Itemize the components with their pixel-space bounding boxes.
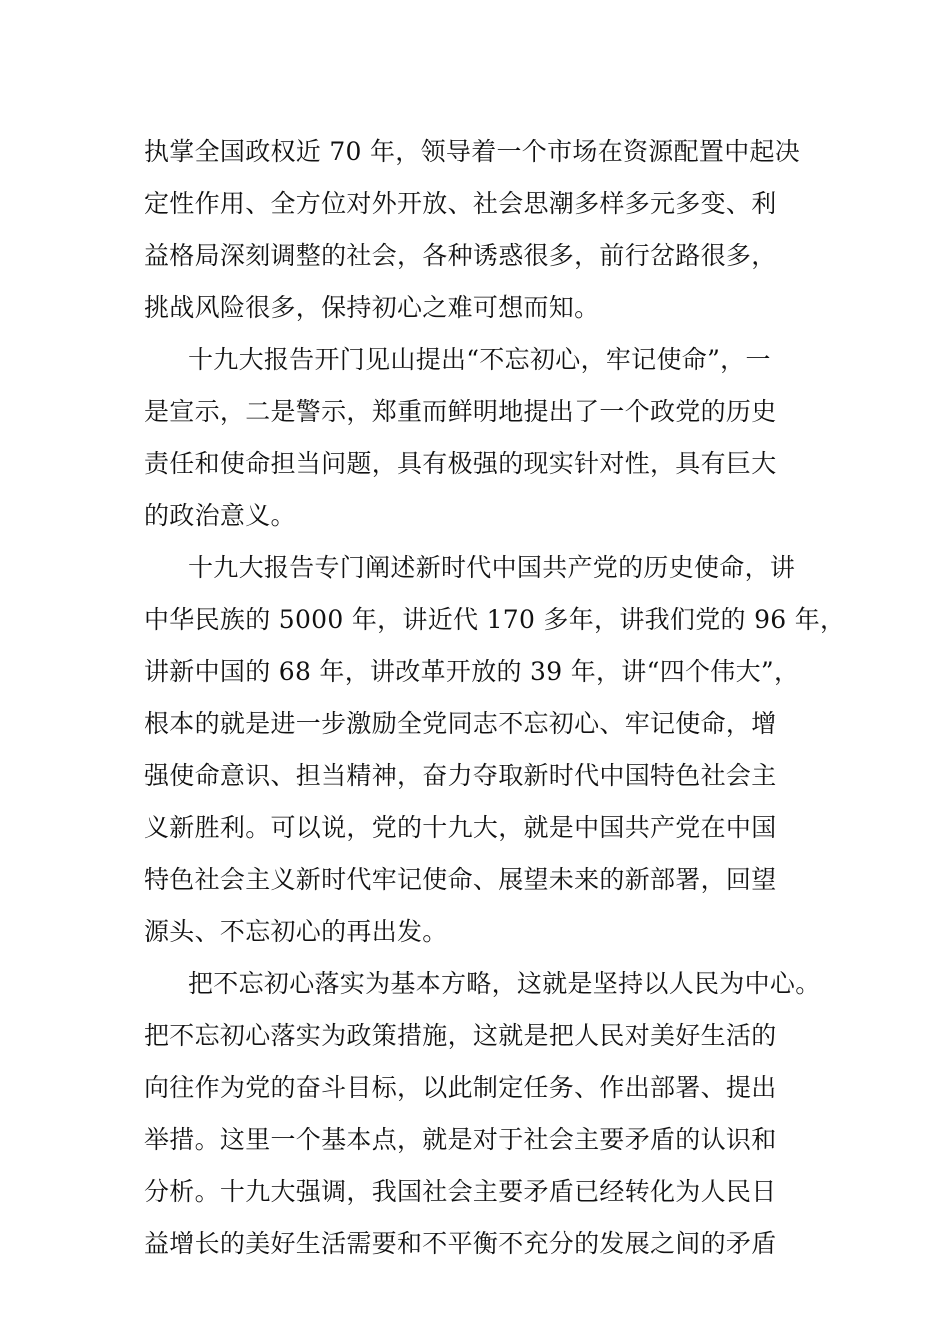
text-line: 义新胜利。可以说，党的十九大，就是中国共产党在中国 xyxy=(144,813,777,842)
text-line: 源头、不忘初心的再出发。 xyxy=(144,917,448,946)
text-line: 责任和使命担当问题，具有极强的现实针对性，具有巨大 xyxy=(144,449,777,478)
text-line: 执掌全国政权近 70 年，领导着一个市场在资源配置中起决 xyxy=(144,137,801,166)
text-line: 的政治意义。 xyxy=(144,501,296,530)
text-line: 中华民族的 5000 年，讲近代 170 多年，讲我们党的 96 年， xyxy=(144,605,846,634)
paragraph-first-line: 把不忘初心落实为基本方略，这就是坚持以人民为中心。 xyxy=(188,969,821,998)
text-line: 益增长的美好生活需要和不平衡不充分的发展之间的矛盾 xyxy=(144,1229,777,1258)
text-line: 根本的就是进一步激励全党同志不忘初心、牢记使命，增 xyxy=(144,709,777,738)
paragraph-first-line: 十九大报告开门见山提出“不忘初心，牢记使命”，一 xyxy=(188,345,771,374)
text-line: 益格局深刻调整的社会，各种诱惑很多，前行岔路很多， xyxy=(144,241,777,270)
text-line: 是宣示，二是警示，郑重而鲜明地提出了一个政党的历史 xyxy=(144,397,777,426)
text-line: 举措。这里一个基本点，就是对于社会主要矛盾的认识和 xyxy=(144,1125,777,1154)
text-line: 定性作用、全方位对外开放、社会思潮多样多元多变、利 xyxy=(144,189,777,218)
text-line: 把不忘初心落实为政策措施，这就是把人民对美好生活的 xyxy=(144,1021,777,1050)
text-line: 挑战风险很多，保持初心之难可想而知。 xyxy=(144,293,600,322)
text-line: 分析。十九大强调，我国社会主要矛盾已经转化为人民日 xyxy=(144,1177,777,1206)
text-line: 强使命意识、担当精神，奋力夺取新时代中国特色社会主 xyxy=(144,761,777,790)
text-line: 讲新中国的 68 年，讲改革开放的 39 年，讲“四个伟大”， xyxy=(144,657,800,686)
text-line: 向往作为党的奋斗目标，以此制定任务、作出部署、提出 xyxy=(144,1073,777,1102)
paragraph-first-line: 十九大报告专门阐述新时代中国共产党的历史使命，讲 xyxy=(188,553,796,582)
text-line: 特色社会主义新时代牢记使命、展望未来的新部署，回望 xyxy=(144,865,777,894)
